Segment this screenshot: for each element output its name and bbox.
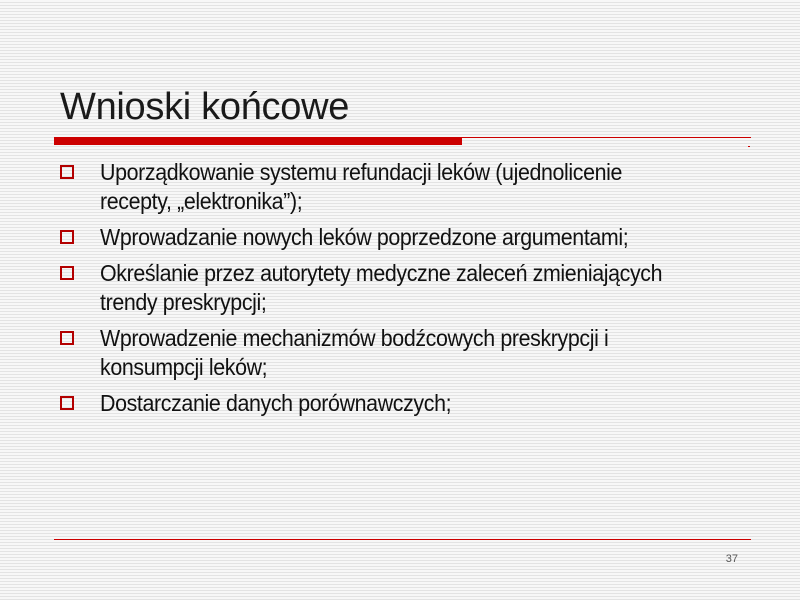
bullet-text: Wprowadzenie mechanizmów bodźcowych preskrypcji i konsumpcji leków; bbox=[100, 325, 609, 380]
hollow-square-icon bbox=[60, 230, 74, 244]
bullet-item bbox=[58, 324, 738, 382]
bullet-text: Wprowadzanie nowych leków poprzedzone argumentami; bbox=[100, 224, 629, 250]
bullet-text: Dostarczanie danych porównawczych; bbox=[100, 390, 452, 416]
bullet-item bbox=[58, 259, 738, 317]
title-underline-thin bbox=[462, 137, 751, 138]
hollow-square-icon bbox=[60, 331, 74, 345]
hollow-square-icon bbox=[60, 266, 74, 280]
title-underline-tick bbox=[748, 146, 750, 147]
bullet-text: Określanie przez autorytety medyczne zaleceń zmieniających trendy preskrypcji; bbox=[100, 260, 663, 315]
footer-rule bbox=[54, 539, 751, 540]
slide-title: Wnioski końcowe bbox=[60, 86, 350, 128]
bullet-list bbox=[58, 158, 738, 425]
bullet-item bbox=[58, 223, 738, 252]
bullet-item bbox=[58, 158, 738, 216]
hollow-square-icon bbox=[60, 396, 74, 410]
bullet-item bbox=[58, 389, 738, 418]
title-underline-thick bbox=[54, 137, 462, 145]
bullet-text: Uporządkowanie systemu refundacji leków (ujednolicenie recepty, „elektronika”); bbox=[100, 159, 623, 214]
hollow-square-icon bbox=[60, 165, 74, 179]
page-number: 37 bbox=[725, 553, 738, 565]
